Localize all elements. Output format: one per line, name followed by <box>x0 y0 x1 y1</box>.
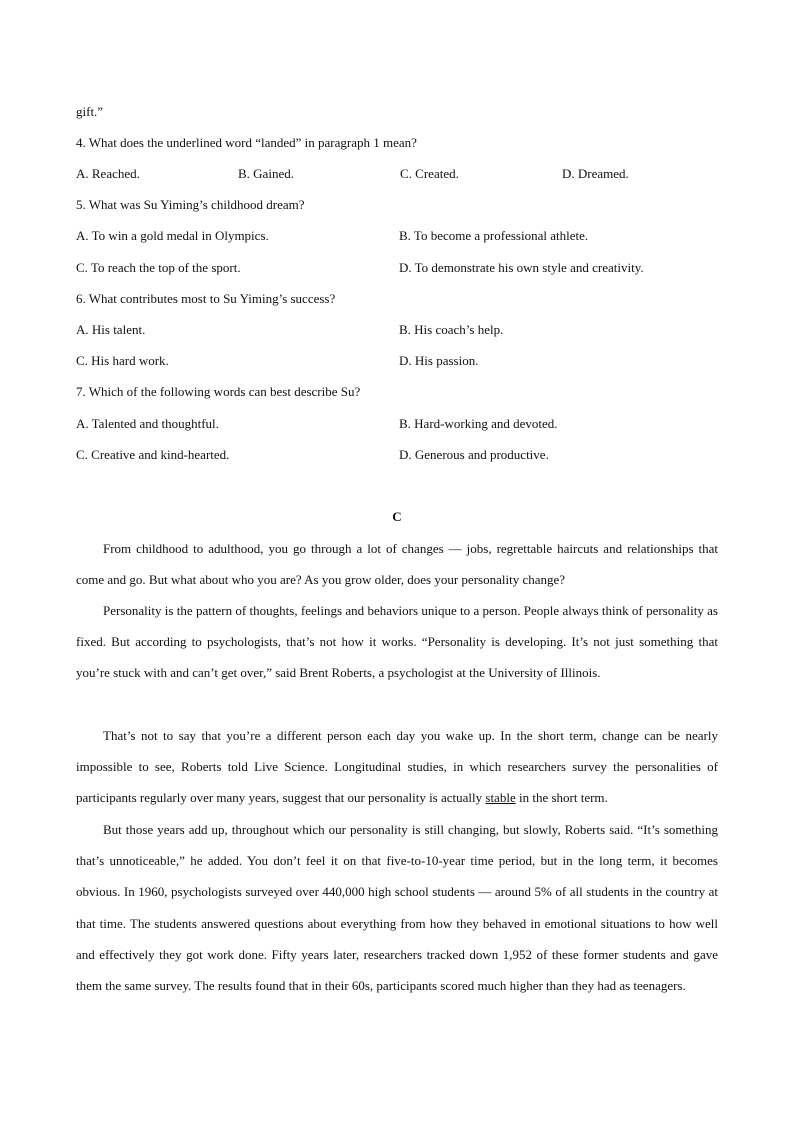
question-6-option-c: C. His hard work. <box>76 353 169 368</box>
question-4-option-b: B. Gained. <box>238 166 294 181</box>
question-7-option-d: D. Generous and productive. <box>399 447 549 462</box>
question-5-option-d: D. To demonstrate his own style and creativity. <box>399 260 644 275</box>
passage-paragraph-3 <box>76 720 718 814</box>
passage-paragraph-3-text-before: That’s not to say that you’re a different person each day you wake up. In the short term, change can be nearly impossible to see, Roberts told Live Science. Longitudinal studies, in which researchers survey the personalities of participants regularly over many years, suggest that our personality is actually <box>76 728 718 806</box>
question-6-option-b: B. His coach’s help. <box>399 322 504 337</box>
question-5-option-c: C. To reach the top of the sport. <box>76 260 241 275</box>
question-4-option-d: D. Dreamed. <box>562 166 629 181</box>
question-7-option-c: C. Creative and kind-hearted. <box>76 447 230 462</box>
passage-paragraph-1: From childhood to adulthood, you go through a lot of changes — jobs, regrettable haircuts and relationships that come and go. But what about who you are? As you grow older, does your personality change? <box>76 541 718 588</box>
question-6-option-d: D. His passion. <box>399 353 479 368</box>
question-5-option-a: A. To win a gold medal in Olympics. <box>76 228 269 243</box>
question-5-stem: 5. What was Su Yiming’s childhood dream? <box>76 197 305 212</box>
question-6-option-a: A. His talent. <box>76 322 146 337</box>
question-4-option-a: A. Reached. <box>76 166 140 181</box>
passage-paragraph-2: Personality is the pattern of thoughts, feelings and behaviors unique to a person. People always think of personality as fixed. But according to psychologists, that’s not how it works. “Personality is developing. It’s not just something that you’re stuck with and can’t get over,” said Brent Roberts, a psychologist at the University of Illinois. <box>76 603 718 681</box>
passage-paragraph-3-text-after: in the short term. <box>515 790 608 806</box>
lead-fragment: gift.” <box>76 104 104 119</box>
question-7-stem: 7. Which of the following words can best describe Su? <box>76 384 361 399</box>
question-5-option-b: B. To become a professional athlete. <box>399 228 589 243</box>
underlined-word-stable: stable <box>485 790 516 806</box>
passage-paragraph-4: But those years add up, throughout which our personality is still changing, but slowly, Roberts said. “It’s something that’s unnoticeable,” he added. You don’t feel it on that five-to-10-year time period, but in the long term, it becomes obvious. In 1960, psychologists surveyed over 440,000 high school students — around 5% of all students in the country at that time. The students answered questions about everything from how they behaved in emotional situations to how well and effectively they got work done. Fifty years later, researchers tracked down 1,952 of these former students and gave them the same survey. The results found that in their 60s, participants scored much higher than they had as teenagers. <box>76 822 718 994</box>
question-4-option-c: C. Created. <box>400 166 459 181</box>
question-7-option-a: A. Talented and thoughtful. <box>76 416 219 431</box>
question-7-option-b: B. Hard-working and devoted. <box>399 416 558 431</box>
question-4-stem: 4. What does the underlined word “landed” in paragraph 1 mean? <box>76 135 417 150</box>
question-6-stem: 6. What contributes most to Su Yiming’s success? <box>76 291 336 306</box>
passage-heading: C <box>392 509 402 524</box>
